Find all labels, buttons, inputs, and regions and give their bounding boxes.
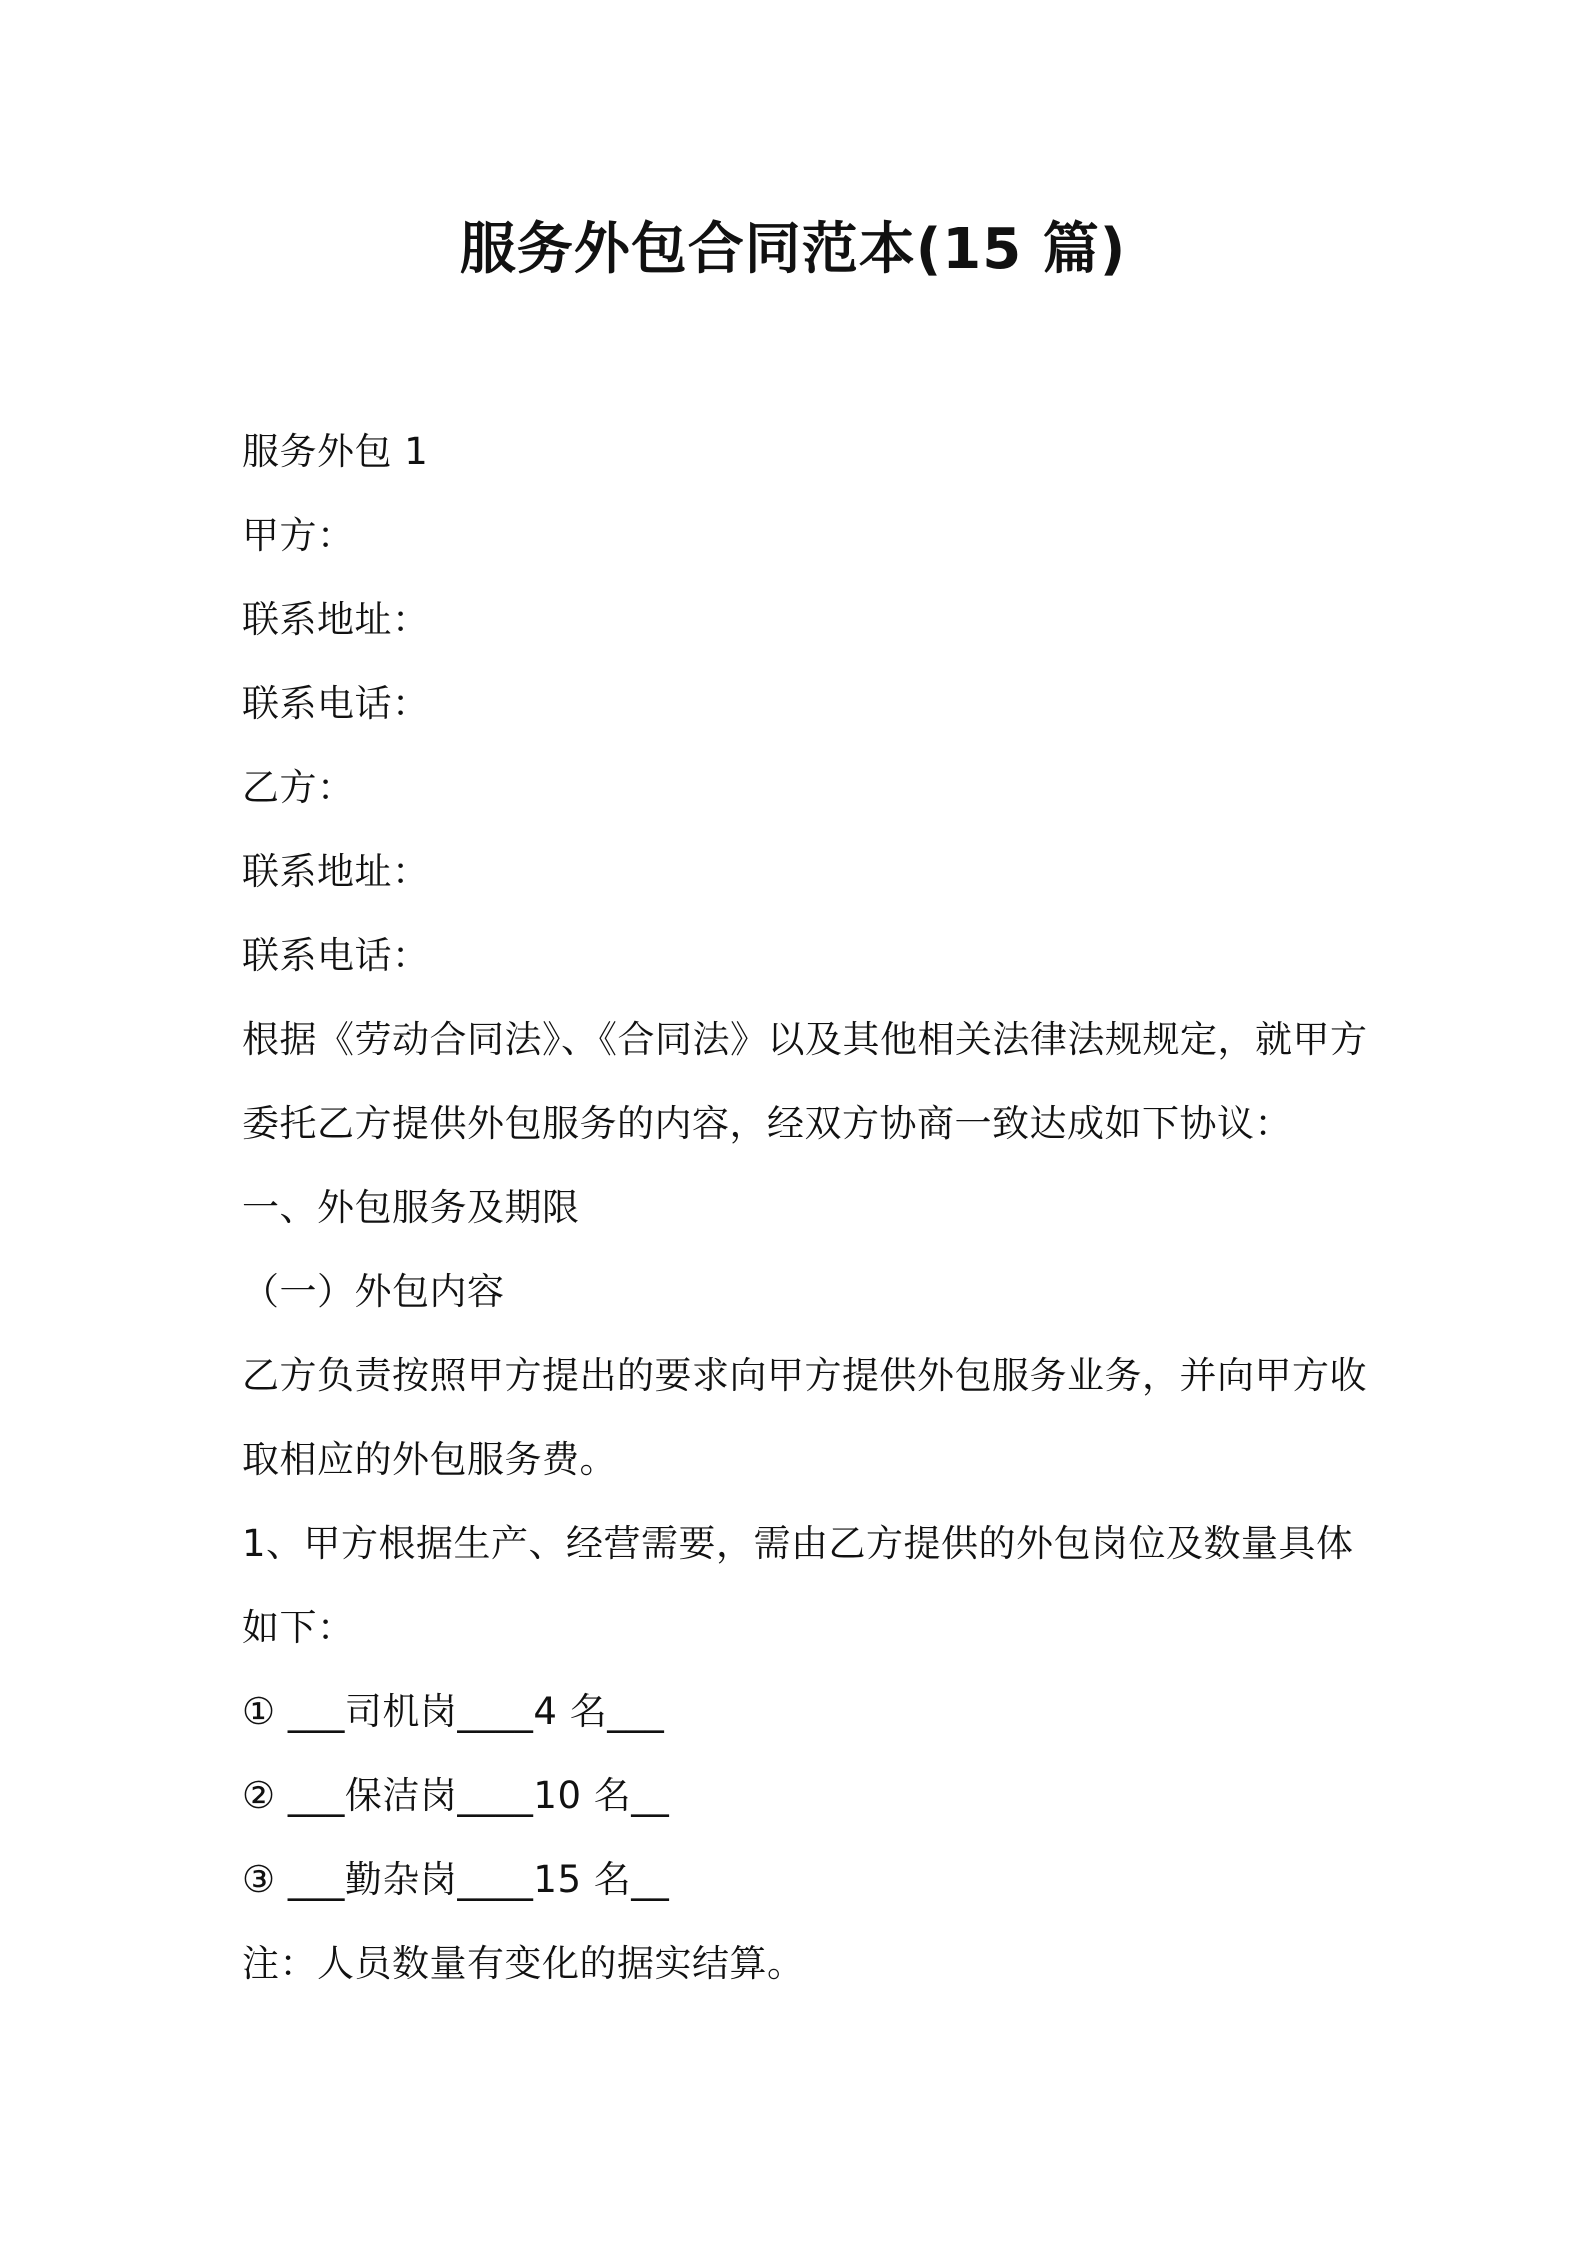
clause-heading: 一、外包服务及期限 (242, 1186, 580, 1229)
list-item: ③ ___勤杂岗____15 名__ (242, 1858, 670, 1901)
party-b-label: 乙方： (242, 766, 355, 809)
document-title: 服务外包合同范本(15 篇) (459, 217, 1127, 282)
paragraph-line-3: 1、甲方根据生产、经营需要，需由乙方提供的外包岗位及数量具体 (242, 1522, 1354, 1565)
section-heading: 服务外包 1 (242, 430, 429, 473)
list-item: ② ___保洁岗____10 名__ (242, 1774, 670, 1817)
preamble-line-1: 根据《劳动合同法》、《合同法》以及其他相关法律法规规定，就甲方 (242, 1018, 1368, 1061)
paragraph-line-1: 乙方负责按照甲方提出的要求向甲方提供外包服务业务，并向甲方收 (242, 1354, 1367, 1397)
party-a-phone-label: 联系电话： (242, 682, 430, 725)
party-b-address-label: 联系地址： (242, 850, 430, 893)
list-item: ① ___司机岗____4 名___ (242, 1690, 665, 1733)
note-line: 注：人员数量有变化的据实结算。 (242, 1942, 805, 1985)
party-b-phone-label: 联系电话： (242, 934, 430, 977)
document-body (242, 410, 1368, 2006)
sub-clause-heading: （一）外包内容 (242, 1270, 505, 1313)
preamble-line-2: 委托乙方提供外包服务的内容，经双方协商一致达成如下协议： (242, 1102, 1292, 1145)
party-a-address-label: 联系地址： (242, 598, 430, 641)
party-a-label: 甲方： (242, 514, 355, 557)
paragraph-line-4: 如下： (242, 1606, 355, 1649)
paragraph-line-2: 取相应的外包服务费。 (242, 1438, 617, 1481)
